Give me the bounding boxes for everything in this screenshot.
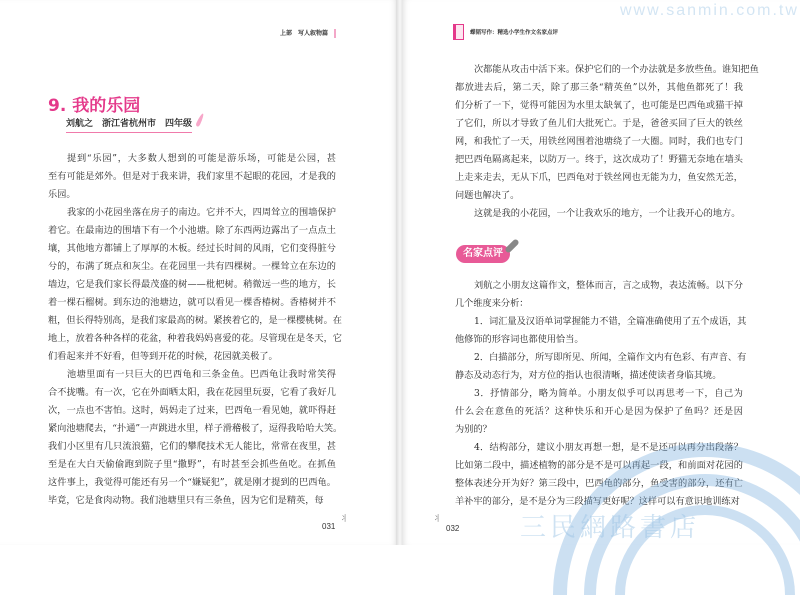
text-line: 提到“乐园”，大多数人想到的可能是游乐场，可能是公园，甚 [67, 153, 336, 164]
text-line: 羊补牢的部分，是不是分为三段描写更好呢？这样可以有意识地训练对 [455, 496, 740, 507]
text-line: 着一棵石榴树。到东边的池塘边，就可以看见一棵香椿树。香椿树并不 [48, 297, 336, 308]
text-line: 静态及动态行为，对方位的指认也很清晰，描述使读者身临其境。 [455, 370, 722, 381]
watermark-url: www.sanmin.com.tw [620, 2, 799, 19]
text-line: 们分析了一下，觉得可能因为水里太缺氧了，也可能是巴西龟或猫干掉 [455, 100, 743, 111]
text-line: 几个维度来分析： [455, 298, 529, 309]
text-line: 毕竟，它是食肉动物。我们池塘里只有三条鱼，因为它们是精英，每 [48, 495, 324, 506]
book-series-title: 蝶韬写作：精选小学生作文名家点评 [470, 30, 559, 36]
text-line: 网，和我忙了一天，用铁丝网围着池塘绕了一大圈。同时，我们也专门 [455, 136, 743, 147]
text-line: 乐园。 [48, 189, 76, 200]
watermark-text: 三民網路書店 [520, 513, 701, 543]
essay-body [48, 150, 343, 510]
text-line: 至是在大白天偷偷跑到院子里“撒野”，有时甚至会抓些鱼吃。在抓鱼 [48, 459, 336, 470]
text-line: 我们小区里有几只流浪猫，它们的攀爬技术无人能比，常常在夜里，甚 [48, 441, 336, 452]
essay-title: 9. 我的乐园 [48, 96, 141, 116]
text-line: 着它。在最南边的围墙下有一个小池塘。除了东西两边露出了一点点土 [48, 225, 336, 236]
text-line: 合不拢嘴。有一次，它在外面晒太阳，我在花园里玩耍，它看了我好几 [48, 387, 336, 398]
running-header-left [280, 28, 336, 38]
header-marker [334, 29, 336, 38]
text-line: 们看起来并不好看，但等到开花的时候，花园就美极了。 [48, 351, 278, 362]
section-label: 上部 写人叙物篇 [280, 30, 329, 37]
text-line: 刘航之小朋友这篇作文，整体而言，言之成物，表达流畅。以下分 [474, 280, 743, 291]
text-line: 都放进去后，第二天，除了那三条“精英鱼”以外，其他鱼都死了！我 [455, 82, 743, 93]
text-line: 3．抒情部分，略为简单。小朋友似乎可以再思考一下，自己为 [474, 388, 743, 399]
text-line: 上走来走去，无从下爪，巴西龟对于铁丝网也无能为力，鱼安然无恙， [455, 172, 743, 183]
text-line: 他修饰的形容词也都使用恰当。 [455, 334, 584, 345]
text-line: 我家的小花园坐落在房子的南边。它并不大，四周耸立的围墙保护 [67, 207, 336, 218]
text-line: 粗，但长得特别高，是我们家最高的树。紧挨着它的，是一棵樱桃树。在 [48, 315, 342, 326]
author-line: 刘航之 浙江省杭州市 四年级 [66, 116, 192, 133]
text-line: 墙边，它是我们家长得最茂盛的树——枇杷树。稍微远一些的地方，长 [48, 279, 336, 290]
text-line: 地上，放着各种各样的花盆，种着我妈妈喜爱的花。尽管现在是冬天，它 [48, 333, 342, 344]
text-line: 兮的，布满了斑点和灰尘。在花园里一共有四棵树。一棵耸立在东边的 [48, 261, 336, 272]
text-line: 2．白描部分，所写即所见、所闻，全篇作文内有色彩、有声音、有 [474, 352, 747, 363]
review-badge: 名家点评 [456, 245, 510, 263]
page-number: 031 [322, 522, 336, 531]
text-line: 池塘里面有一只巨大的巴西龟和三条金鱼。巴西龟让我时常笑得 [67, 369, 336, 380]
review-body [455, 277, 747, 511]
text-line: 至有可能是郊外。但是对于我来讲，我们家里不起眼的花园，才是我的 [48, 171, 336, 182]
running-header-right [453, 24, 558, 40]
book-icon [453, 24, 464, 40]
left-page [0, 0, 398, 545]
text-line: 4．结构部分，建议小朋友再想一想，是不是还可以再分出段落？ [474, 442, 743, 453]
leaf-icon: ⺦ [433, 514, 441, 523]
text-line: 为别的？ [455, 424, 492, 435]
text-line: 1．词汇量及汉语单词掌握能力不错，全篇准确使用了五个成语，其 [474, 316, 747, 327]
text-line: 这件事上，我觉得可能还有另一个“嫌疑犯”，就是刚才提到的巴西龟。 [48, 477, 336, 488]
text-line: 整体表述分开为好？第三段中，巴西龟的部分，鱼受害的部分，还有亡 [455, 478, 743, 489]
feather-icon [195, 113, 205, 127]
text-line: 了它们，所以才导致了鱼儿们大批死亡。于是，爸爸买回了巨大的铁丝 [455, 118, 743, 129]
text-line: 把巴西龟隔离起来，以防万一。终于，这次成功了！野猫无奈地在墙头 [455, 154, 743, 165]
text-line: 这就是我的小花园，一个让我欢乐的地方，一个让我开心的地方。 [474, 208, 741, 219]
text-line: 什么会在意鱼的死活？这种快乐和开心是因为保护了鱼吗？还是因 [455, 406, 743, 417]
leaf-icon: ⺦ [340, 514, 348, 523]
text-line: 比如第二段中，描述植物的部分是不是可以再起一段，和前面对花园的 [455, 460, 743, 471]
text-line: 壤，其他地方都铺上了厚厚的木板。经过长时间的风雨，它们变得脏兮 [48, 243, 336, 254]
text-line: 紧向池塘爬去，“扑通”一声跳进水里，样子滑稽极了，逗得我哈哈大笑。 [48, 423, 343, 434]
essay-body-continued [455, 61, 759, 223]
text-line: 次都能从攻击中活下来。保护它们的一个办法就是多放些鱼。谁知把鱼 [474, 64, 759, 75]
text-line: 次，一点也不害怕。这时，妈妈走了过来，巴西龟一看见她，就吓得赶 [48, 405, 336, 416]
page-number: 032 [446, 524, 460, 533]
text-line: 问题也解决了。 [455, 190, 520, 201]
